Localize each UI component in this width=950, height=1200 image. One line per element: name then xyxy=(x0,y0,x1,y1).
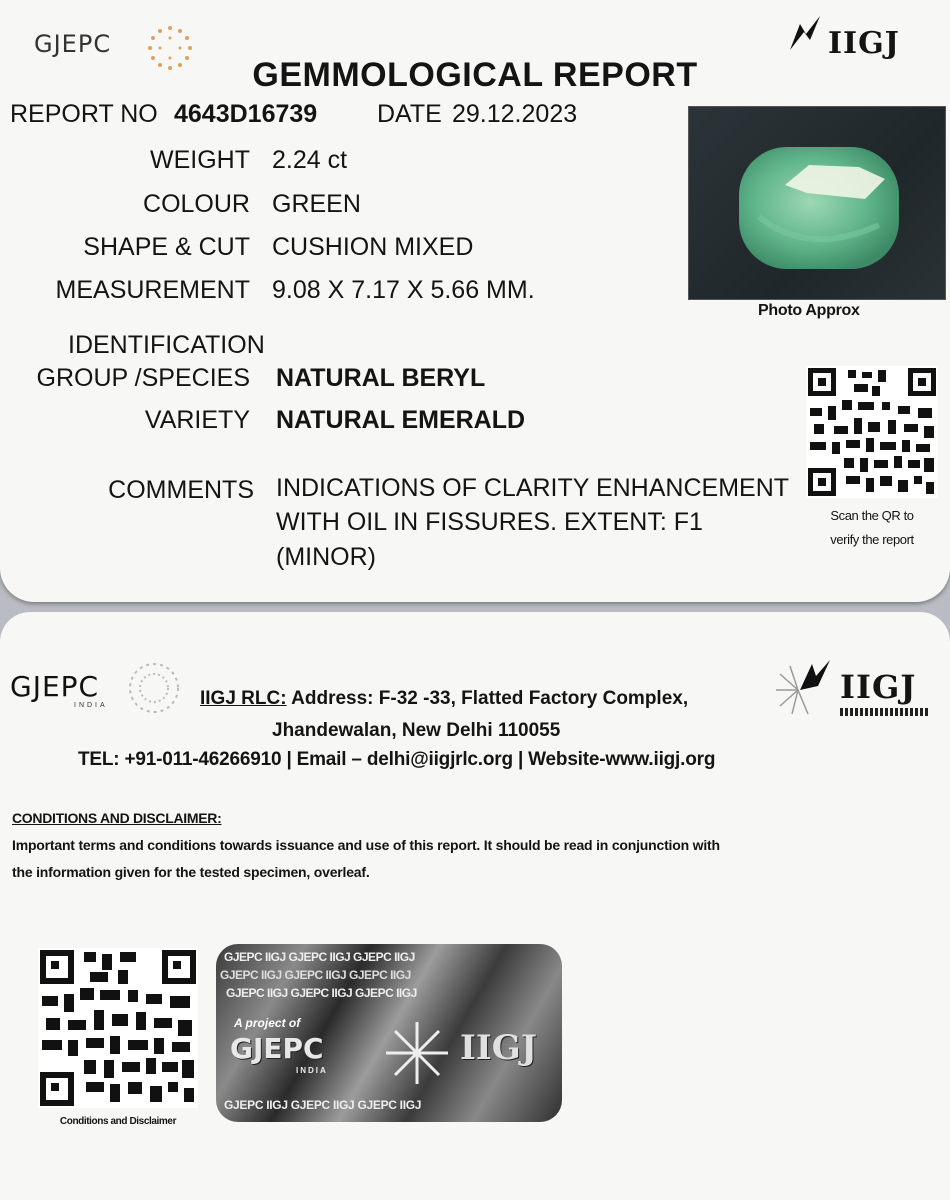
hologram-band-2: GJEPC IIGJ GJEPC IIGJ GJEPC IIGJ xyxy=(220,968,411,982)
address-line-1 xyxy=(200,688,688,710)
photo-caption: Photo Approx xyxy=(758,302,860,319)
comments-line-3: (MINOR) xyxy=(276,543,376,571)
comments-line-2: WITH OIL IN FISSURES. EXTENT: F1 xyxy=(276,508,703,536)
colour-label: COLOUR xyxy=(143,190,250,218)
gjepc-sunburst-icon xyxy=(122,656,186,720)
measurement-value: 9.08 X 7.17 X 5.66 MM. xyxy=(272,276,535,304)
shape-cut-label: SHAPE & CUT xyxy=(83,233,250,261)
hologram-band-1: GJEPC IIGJ GJEPC IIGJ GJEPC IIGJ xyxy=(224,950,415,964)
weight-label: WEIGHT xyxy=(150,146,250,174)
conditions-qr-code[interactable] xyxy=(38,948,198,1108)
hologram-sunburst-icon xyxy=(382,1018,452,1088)
qr-pattern-icon xyxy=(38,948,198,1108)
comments-label: COMMENTS xyxy=(108,476,254,504)
iigj-flame-icon xyxy=(768,656,832,720)
contact-line: TEL: +91-011-46266910 | Email – delhi@iigjrlc.org | Website-www.iigj.org xyxy=(78,749,716,770)
variety-label: VARIETY xyxy=(144,406,250,434)
hologram-band-3: GJEPC IIGJ GJEPC IIGJ GJEPC IIGJ xyxy=(226,986,417,1000)
conditions-heading: CONDITIONS AND DISCLAIMER: xyxy=(12,810,222,826)
date-label: DATE xyxy=(377,100,442,128)
report-no-value: 4643D16739 xyxy=(174,100,318,128)
gem-photo xyxy=(688,106,946,300)
hologram-gjepc-sub: INDIA xyxy=(296,1066,328,1075)
report-no-label: REPORT NO xyxy=(10,100,158,128)
hologram-gjepc-text: GJEPC xyxy=(230,1032,324,1065)
address-prefix: IIGJ RLC: xyxy=(200,688,287,709)
hologram-seal xyxy=(216,944,562,1122)
qr-caption-line-2: verify the report xyxy=(830,532,914,547)
report-back-card xyxy=(0,612,950,1200)
colour-value: GREEN xyxy=(272,190,361,218)
iigj-logo-back: IIGJ xyxy=(840,668,917,706)
iigj-logo: IIGJ xyxy=(828,26,900,61)
weight-value: 2.24 ct xyxy=(272,146,348,174)
qr-pattern-icon xyxy=(806,366,938,498)
iigj-tagline-bar xyxy=(840,708,930,716)
conditions-text-line-2: the information given for the tested specimen, overleaf. xyxy=(12,864,370,880)
measurement-label: MEASUREMENT xyxy=(55,276,250,304)
comments-line-1: INDICATIONS OF CLARITY ENHANCEMENT xyxy=(276,474,790,502)
hologram-project-text: A project of xyxy=(234,1016,301,1030)
hologram-iigj-text: IIGJ xyxy=(460,1028,537,1068)
variety-value: NATURAL EMERALD xyxy=(276,406,526,434)
gjepc-logo-back: GJEPC xyxy=(10,670,100,703)
conditions-text xyxy=(12,832,932,886)
shape-cut-value: CUSHION MIXED xyxy=(272,233,474,261)
date-value: 29.12.2023 xyxy=(452,100,578,128)
hologram-bottom-band: GJEPC IIGJ GJEPC IIGJ GJEPC IIGJ xyxy=(224,1098,422,1112)
emerald-stone-icon xyxy=(689,107,947,301)
group-species-value: NATURAL BERYL xyxy=(276,364,486,392)
conditions-qr-caption: Conditions and Disclaimer xyxy=(59,1116,177,1127)
gjepc-sub-text: INDIA xyxy=(74,702,108,709)
qr-caption-line-1: Scan the QR to xyxy=(830,508,914,523)
conditions-text-line-1: Important terms and conditions towards issuance and use of this report. It should be read in conjunction with xyxy=(12,837,720,853)
address-text: Address: F-32 -33, Flatted Factory Complex, xyxy=(286,688,689,709)
address-line-2: Jhandewalan, New Delhi 110055 xyxy=(272,720,561,741)
gjepc-logo: GJEPC xyxy=(34,30,112,58)
report-title: GEMMOLOGICAL REPORT xyxy=(252,56,698,94)
identification-label: IDENTIFICATION xyxy=(68,331,265,359)
group-species-label: GROUP /SPECIES xyxy=(36,364,250,392)
verify-qr-code[interactable] xyxy=(806,366,938,498)
iigj-flame-icon xyxy=(786,14,826,54)
